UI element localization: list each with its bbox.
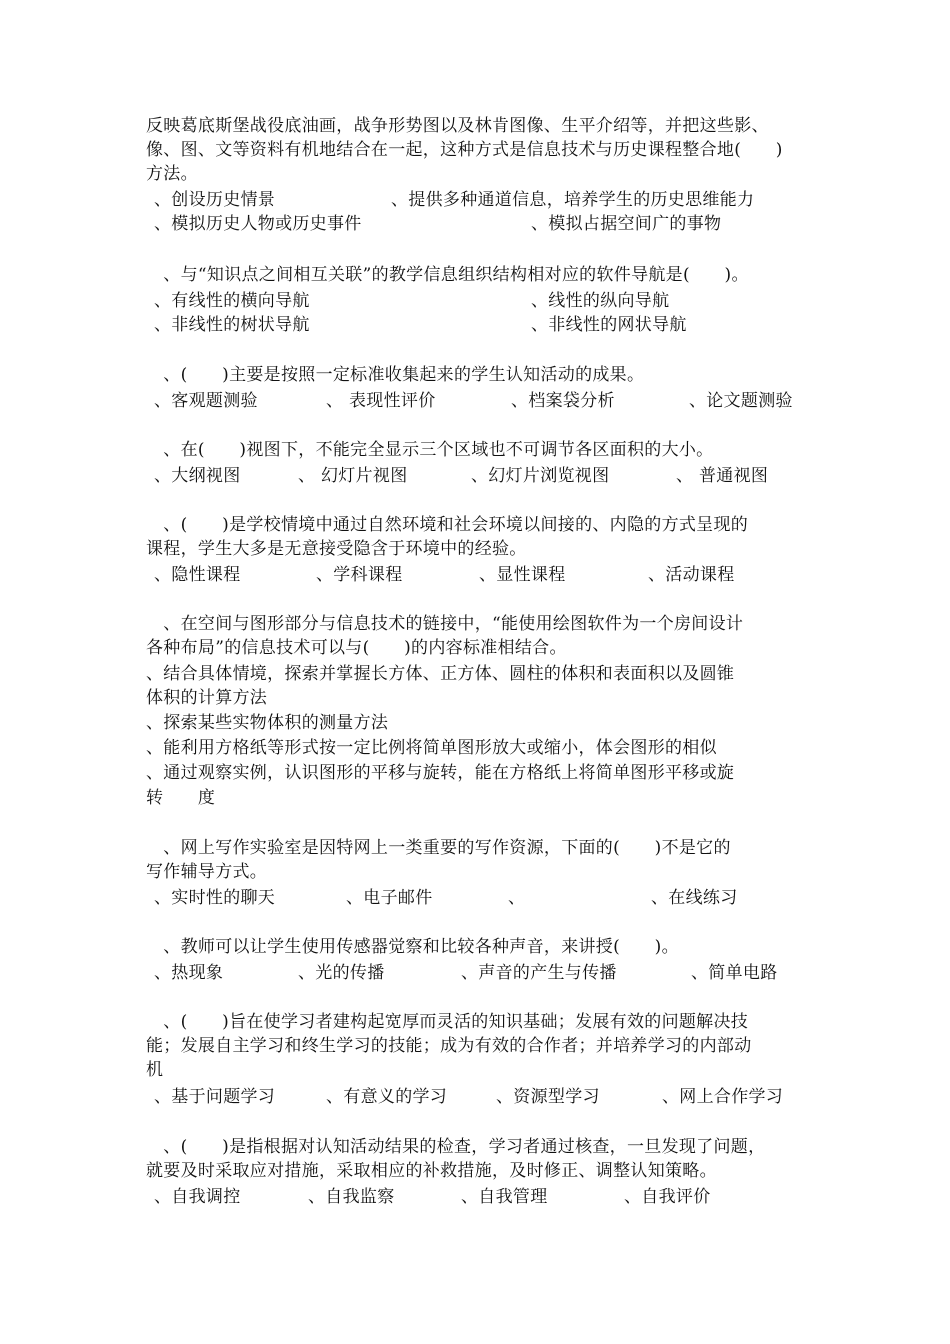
q1-option-d: 、模拟占据空间广的事物: [531, 214, 722, 234]
q9-option-c: 、资源型学习: [496, 1087, 600, 1107]
q7-option-c: 、: [508, 888, 526, 908]
q10-options-row: [146, 1185, 826, 1209]
q5-stem-line-1: 、( )是学校情境中通过自然环境和社会环境以间接的、内隐的方式呈现的: [146, 515, 749, 535]
q8-option-d: 、简单电路: [691, 963, 778, 983]
q2-options-row-1: [146, 289, 826, 313]
q10-stem-line-2: 就要及时采取应对措施，采取相应的补救措施，及时修正、调整认知策略。: [146, 1161, 717, 1181]
q9-options-row: [146, 1085, 826, 1109]
q10-option-c: 、自我管理: [461, 1187, 548, 1207]
q6-option-d-line-1: 、通过观察实例，认识图形的平移与旋转，能在方格纸上将简单图形平移或旋: [146, 763, 735, 783]
q3-stem: 、( )主要是按照一定标准收集起来的学生认知活动的成果。: [146, 365, 645, 385]
q3-option-b: 、 表现性评价: [326, 391, 436, 411]
q2-options-row-2: [146, 313, 826, 337]
q1-stem-line-1: 反映葛底斯堡战役底油画，战争形势图以及林肯图像、生平介绍等，并把这些影、: [146, 116, 769, 136]
q5-options-row: [146, 563, 826, 587]
q10-option-b: 、自我监察: [308, 1187, 395, 1207]
q9-stem-line-3: 机: [146, 1060, 164, 1080]
q5-option-c: 、显性课程: [479, 565, 566, 585]
q5-stem-line-2: 课程，学生大多是无意接受隐含于环境中的经验。: [146, 539, 527, 559]
q8-options-row: [146, 961, 826, 985]
q5-option-d: 、活动课程: [648, 565, 735, 585]
q9-stem-line-1: 、( )旨在使学习者建构起宽厚而灵活的知识基础；发展有效的问题解决技: [146, 1012, 749, 1032]
q3-option-d: 、论文题测验: [689, 391, 793, 411]
q4-option-a: 、大纲视图: [154, 466, 241, 486]
q8-stem: 、教师可以让学生使用传感器觉察和比较各种声音，来讲授( )。: [146, 937, 679, 957]
q10-option-d: 、自我评价: [624, 1187, 711, 1207]
q1-option-c: 、模拟历史人物或历史事件: [154, 214, 362, 234]
q9-stem-line-2: 能；发展自主学习和终生学习的技能；成为有效的合作者；并培养学习的内部动: [146, 1036, 752, 1056]
q7-option-a: 、实时性的聊天: [154, 888, 276, 908]
q1-options-row-2: [146, 212, 826, 236]
q2-option-d: 、非线性的网状导航: [531, 315, 687, 335]
q5-option-a: 、隐性课程: [154, 565, 241, 585]
q6-stem-line-2: 各种布局”的信息技术可以与( )的内容标准相结合。: [146, 638, 567, 658]
q5-option-b: 、学科课程: [316, 565, 403, 585]
q8-option-b: 、光的传播: [298, 963, 385, 983]
q1-stem-line-3: 方法。: [146, 164, 198, 184]
q10-stem-line-1: 、( )是指根据对认知活动结果的检查，学习者通过核查，一旦发现了问题，: [146, 1137, 766, 1157]
q1-option-b: 、提供多种通道信息，培养学生的历史思维能力: [391, 190, 755, 210]
q7-option-d: 、在线练习: [651, 888, 738, 908]
q7-stem-line-1: 、网上写作实验室是因特网上一类重要的写作资源，下面的( )不是它的: [146, 838, 731, 858]
q2-stem: 、与“知识点之间相互关联”的教学信息组织结构相对应的软件导航是( )。: [146, 265, 749, 285]
q4-option-b: 、 幻灯片视图: [298, 466, 408, 486]
q3-options-row: [146, 389, 826, 413]
q4-option-c: 、幻灯片浏览视图: [471, 466, 610, 486]
q6-stem-line-1: 、在空间与图形部分与信息技术的链接中，“能使用绘图软件为一个房间设计: [146, 614, 744, 634]
q6-option-d-line-2: 转 度: [146, 788, 216, 808]
q6-option-b: 、探索某些实物体积的测量方法: [146, 713, 389, 733]
q4-options-row: [146, 464, 826, 488]
q4-stem: 、在( )视图下，不能完全显示三个区域也不可调节各区面积的大小。: [146, 440, 714, 460]
q1-option-a: 、创设历史情景: [154, 190, 276, 210]
q7-option-b: 、电子邮件: [346, 888, 433, 908]
q3-option-a: 、客观题测验: [154, 391, 258, 411]
q9-option-a: 、基于问题学习: [154, 1087, 276, 1107]
q9-option-d: 、网上合作学习: [662, 1087, 784, 1107]
q8-option-a: 、热现象: [154, 963, 224, 983]
q6-option-a-line-2: 体积的计算方法: [146, 688, 268, 708]
q6-option-c: 、能利用方格纸等形式按一定比例将简单图形放大或缩小，体会图形的相似: [146, 738, 717, 758]
q7-stem-line-2: 写作辅导方式。: [146, 862, 268, 882]
q2-option-c: 、非线性的树状导航: [154, 315, 310, 335]
q10-option-a: 、自我调控: [154, 1187, 241, 1207]
q1-stem-line-2: 像、图、文等资料有机地结合在一起，这种方式是信息技术与历史课程整合地( ): [146, 140, 783, 160]
q6-option-a-line-1: 、结合具体情境，探索并掌握长方体、正方体、圆柱的体积和表面积以及圆锥: [146, 664, 735, 684]
q1-options-row-1: [146, 188, 826, 212]
q8-option-c: 、声音的产生与传播: [461, 963, 617, 983]
q7-options-row: [146, 886, 826, 910]
q3-option-c: 、档案袋分析: [511, 391, 615, 411]
q2-option-a: 、有线性的横向导航: [154, 291, 310, 311]
q4-option-d: 、 普通视图: [676, 466, 769, 486]
q9-option-b: 、有意义的学习: [326, 1087, 448, 1107]
q2-option-b: 、线性的纵向导航: [531, 291, 670, 311]
